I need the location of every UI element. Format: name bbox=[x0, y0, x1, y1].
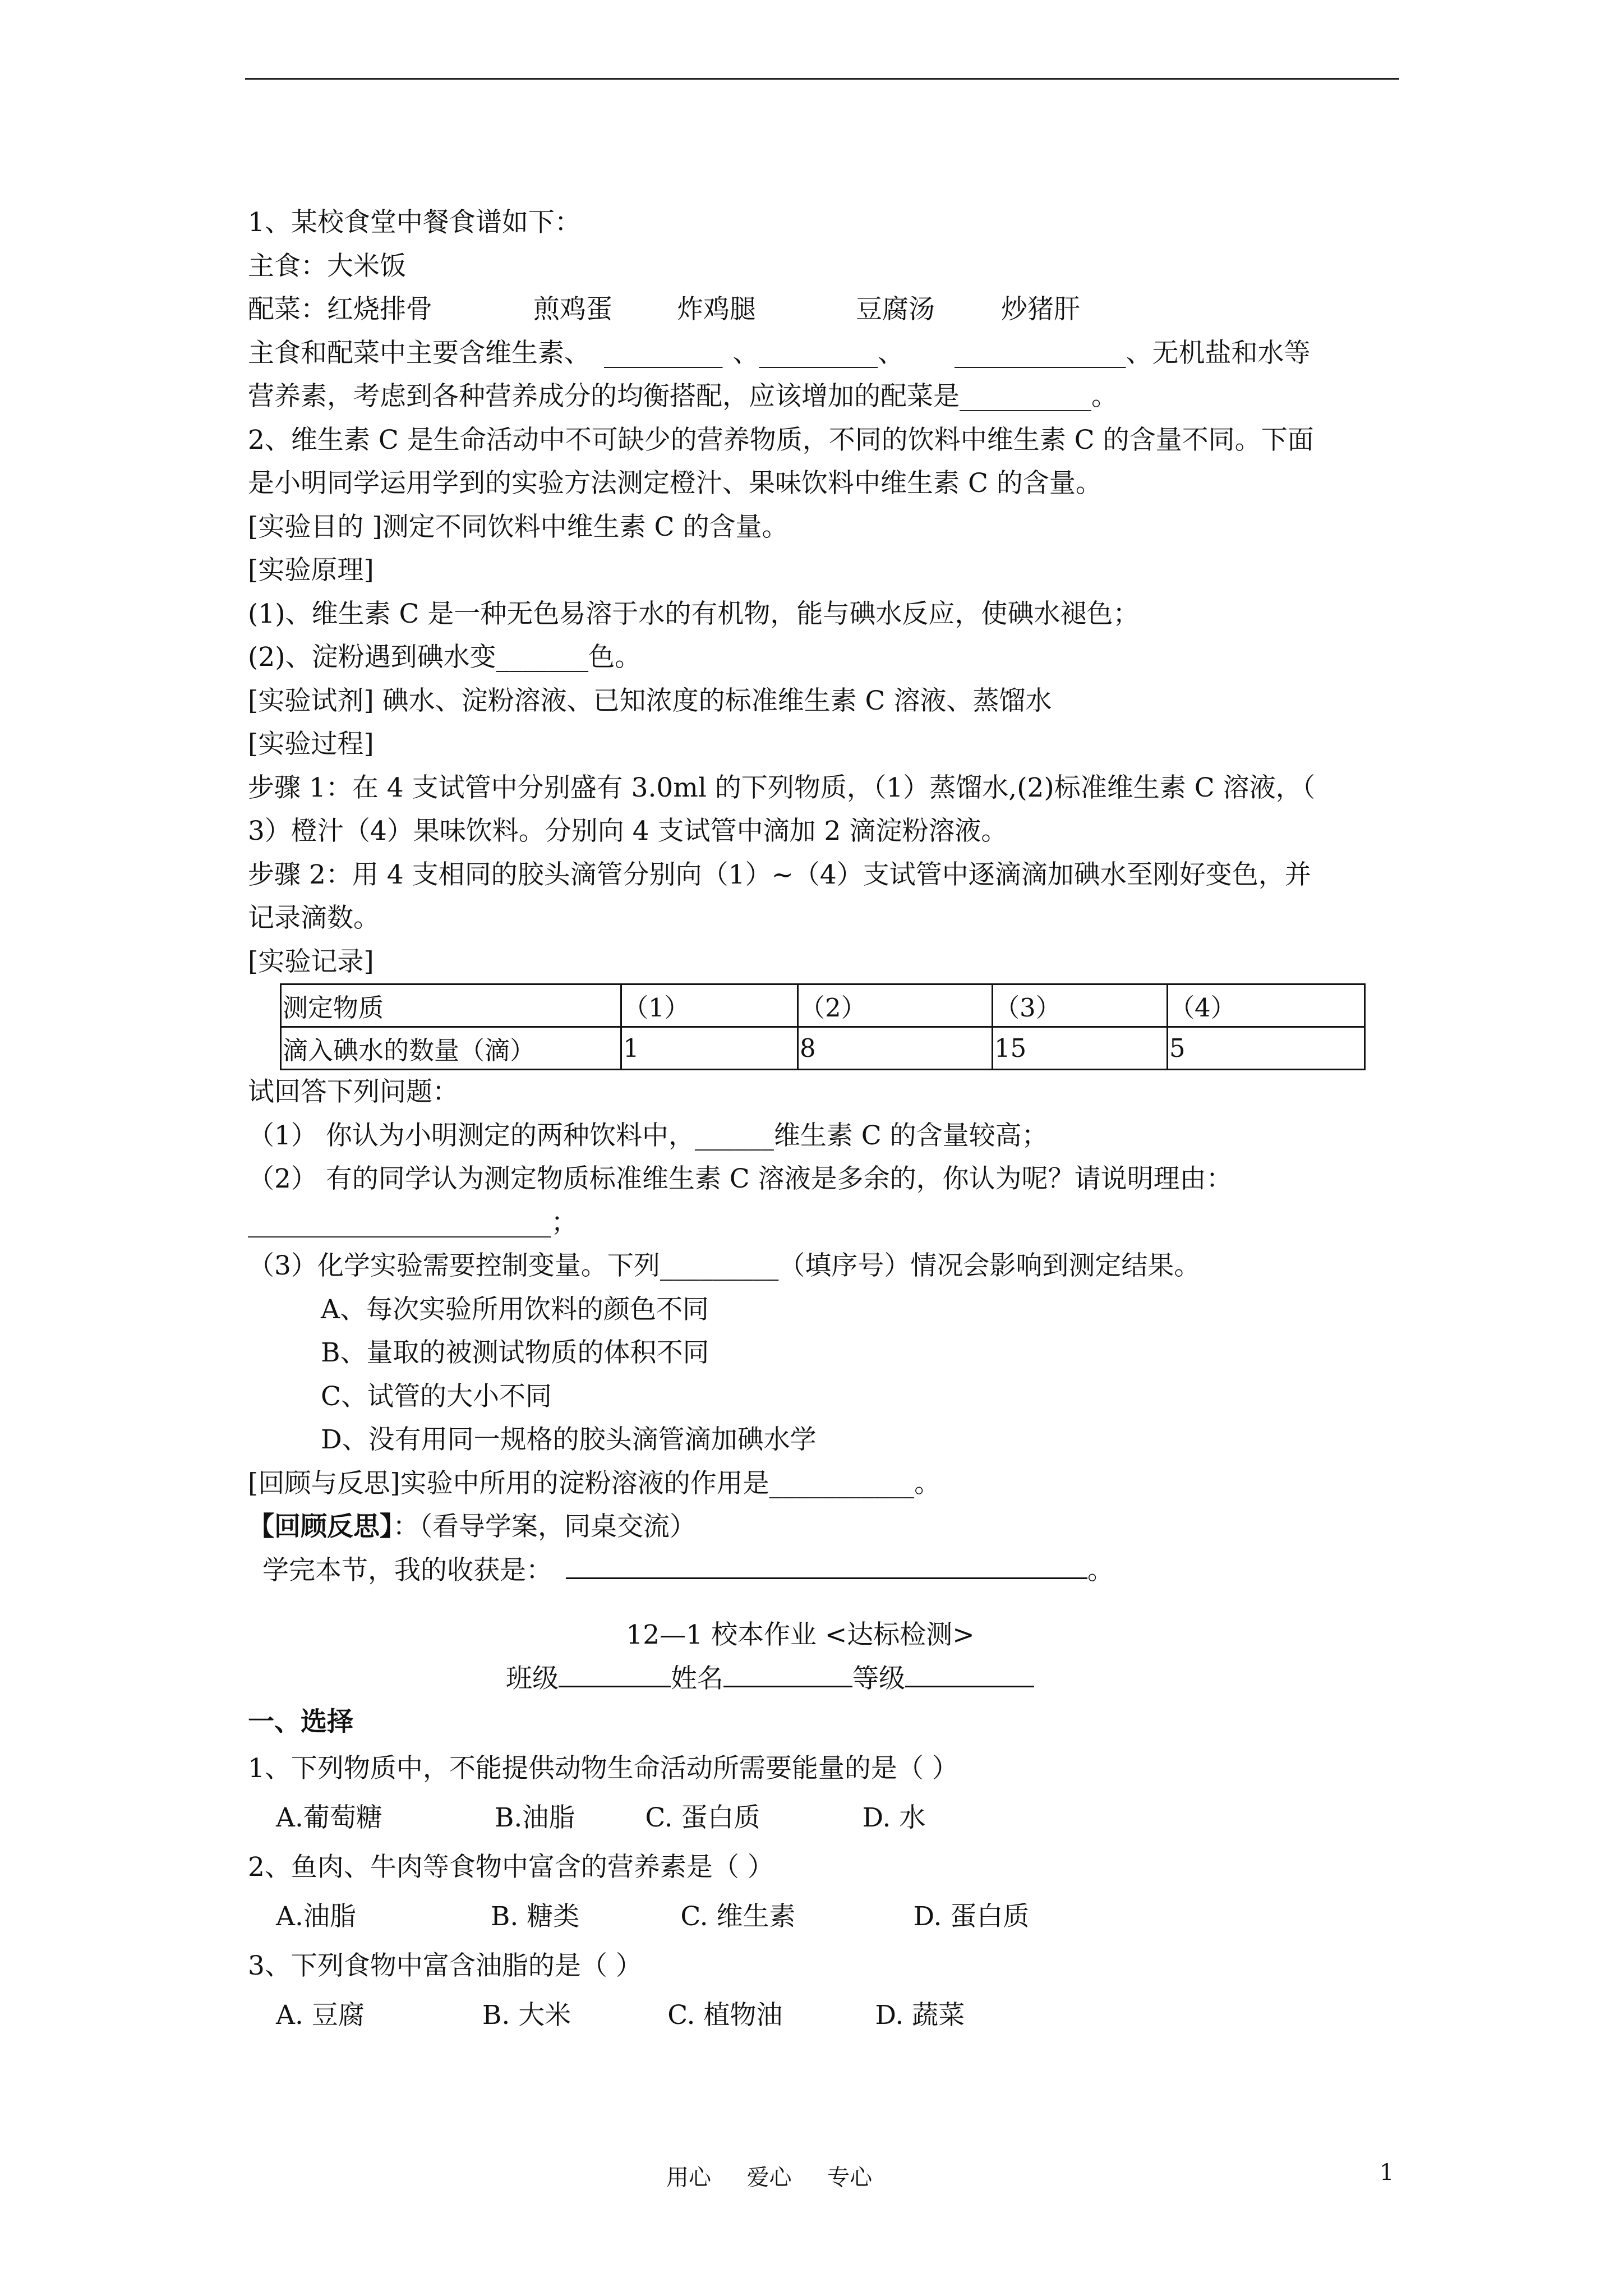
q1-line2: 主食：大米饭 bbox=[248, 250, 406, 282]
hw-q1-options bbox=[248, 1793, 1409, 1843]
q2-reagents: [实验试剂] 碘水、淀粉溶液、已知浓度的标准维生素 C 溶液、蒸馏水 bbox=[248, 685, 1052, 716]
table-cell: 滴入碘水的数量（滴） bbox=[281, 1027, 621, 1070]
q1-sep-2: 、 bbox=[878, 337, 904, 369]
grade-label: 等级 bbox=[852, 1663, 905, 1694]
homework-info-line bbox=[248, 1657, 1409, 1701]
hw-q3-opt-c: C. 植物油 bbox=[667, 1999, 783, 2031]
hw-q2-opt-a: A.油脂 bbox=[276, 1901, 356, 1932]
table-cell: （4） bbox=[1168, 984, 1365, 1027]
review-title: 【回顾反思】 bbox=[248, 1511, 393, 1542]
hw-q3-opt-d: D. 蔬菜 bbox=[875, 1999, 965, 2031]
q1-blank-4[interactable]: __________ bbox=[960, 381, 1091, 412]
q2-reflect: [回顾与反思]实验中所用的淀粉溶液的作用是___________。 bbox=[248, 1467, 941, 1499]
q2-option-b: B、量取的被测试物质的体积不同 bbox=[321, 1337, 709, 1368]
q2-option-a: A、每次实验所用饮料的颜色不同 bbox=[321, 1294, 709, 1325]
q1-line5-end: 。 bbox=[1091, 381, 1118, 412]
q2-purpose: [实验目的 ]测定不同饮料中维生素 C 的含量。 bbox=[248, 511, 789, 542]
hw-q2-opt-d: D. 蛋白质 bbox=[913, 1901, 1030, 1932]
q1-dish-3: 豆腐汤 bbox=[856, 294, 935, 325]
class-blank[interactable] bbox=[559, 1658, 671, 1687]
q1-line1: 1、某校食堂中餐食谱如下： bbox=[248, 207, 581, 238]
table-row bbox=[281, 984, 1365, 1027]
hw-q3-opt-a: A. 豆腐 bbox=[276, 1999, 365, 2031]
experiment-record-table bbox=[280, 983, 1366, 1070]
q2-ask: 试回答下列问题： bbox=[248, 1076, 459, 1107]
hw-q1-opt-a: A.葡萄糖 bbox=[276, 1802, 382, 1833]
review-gain-label: 学完本节，我的收获是： bbox=[262, 1554, 552, 1586]
q2-answer-2-blank[interactable]: _______________________； bbox=[248, 1207, 578, 1238]
q2-intro-2: 是小明同学运用学到的实验方法测定橙汁、果味饮料中维生素 C 的含量。 bbox=[248, 468, 1102, 499]
q2-process: [实验过程] bbox=[248, 729, 374, 760]
review-gain-end: 。 bbox=[1087, 1554, 1114, 1586]
header-rule bbox=[245, 78, 1399, 80]
q2-principle: [实验原理] bbox=[248, 555, 374, 586]
hw-question-3: 3、下列食物中富含油脂的是（ ） bbox=[248, 1950, 642, 1981]
hw-q1-opt-b: B.油脂 bbox=[494, 1802, 575, 1833]
q2-record: [实验记录] bbox=[248, 946, 374, 977]
name-label: 姓名 bbox=[671, 1663, 723, 1694]
name-blank[interactable] bbox=[723, 1658, 852, 1687]
section-title: 一、选择 bbox=[248, 1706, 353, 1737]
grade-blank[interactable] bbox=[905, 1658, 1034, 1687]
review-gain-line bbox=[248, 1549, 1409, 1593]
q2-option-c: C、试管的大小不同 bbox=[321, 1381, 552, 1412]
q2-answer-3: （3）化学实验需要控制变量。下列_________（填序号）情况会影响到测定结果。 bbox=[248, 1250, 1201, 1281]
q2-option-d: D、没有用同一规格的胶头滴管滴加碘水学 bbox=[321, 1424, 817, 1455]
q1-blank-3[interactable]: _____________ bbox=[955, 337, 1126, 369]
page-number: 1 bbox=[1380, 2160, 1394, 2185]
q1-dishes-line bbox=[248, 288, 1409, 332]
table-cell: 8 bbox=[798, 1027, 993, 1070]
q1-line4 bbox=[248, 332, 1409, 375]
q1-line4-text: 主食和配菜中主要含维生素、 bbox=[248, 337, 591, 369]
q2-step1-a: 步骤 1：在 4 支试管中分别盛有 3.0ml 的下列物质，（1）蒸馏水,(2)标准维生素 C 溶液，（ bbox=[248, 772, 1316, 803]
q2-step1-b: 3）橙汁（4）果味饮料。分别向 4 支试管中滴加 2 滴淀粉溶液。 bbox=[248, 816, 1008, 846]
table-cell: 1 bbox=[621, 1027, 798, 1070]
q2-step2-a: 步骤 2：用 4 支相同的胶头滴管分别向（1）~（4）支试管中逐滴滴加碘水至刚好变色，并 bbox=[248, 859, 1311, 890]
q2-answer-1: （1） 你认为小明测定的两种饮料中，______维生素 C 的含量较高； bbox=[248, 1120, 1048, 1151]
table-cell: 15 bbox=[993, 1027, 1168, 1070]
hw-q1-opt-c: C. 蛋白质 bbox=[645, 1802, 760, 1833]
q2-principle-2: (2)、淀粉遇到碘水变_______色。 bbox=[248, 642, 642, 673]
q1-blank-2[interactable]: _________ bbox=[759, 337, 878, 369]
table-cell: （1） bbox=[621, 984, 798, 1027]
hw-question-1: 1、下列物质中，不能提供动物生命活动所需要能量的是（ ） bbox=[248, 1752, 958, 1784]
q1-line4-end: 、无机盐和水等 bbox=[1126, 337, 1311, 369]
q1-dish-2: 炸鸡腿 bbox=[677, 294, 756, 325]
table-row bbox=[281, 1027, 1365, 1070]
hw-q2-opt-b: B. 糖类 bbox=[490, 1901, 580, 1932]
table-cell: （3） bbox=[993, 984, 1168, 1027]
hw-q2-opt-c: C. 维生素 bbox=[680, 1901, 796, 1932]
review-note: ：（看导学案，同桌交流） bbox=[393, 1511, 696, 1542]
footer-motto: 用心 爱心 专心 bbox=[666, 2165, 873, 2191]
hw-q3-options bbox=[248, 1991, 1409, 2040]
q1-blank-1[interactable]: _________ bbox=[604, 337, 723, 369]
q1-line5-text: 营养素，考虑到各种营养成分的均衡搭配，应该增加的配菜是 bbox=[248, 381, 960, 412]
q1-dish-label: 配菜：红烧排骨 bbox=[248, 294, 432, 325]
review-gain-blank[interactable] bbox=[566, 1549, 1087, 1579]
q1-dish-1: 煎鸡蛋 bbox=[533, 294, 612, 325]
q1-sep-1: 、 bbox=[732, 337, 759, 369]
q2-step2-b: 记录滴数。 bbox=[248, 903, 380, 933]
table-cell: 测定物质 bbox=[281, 984, 621, 1027]
q1-dish-4: 炒猪肝 bbox=[1001, 294, 1080, 325]
q1-line5 bbox=[248, 375, 1409, 418]
q2-answer-2: （2） 有的同学认为测定物质标准维生素 C 溶液是多余的，你认为呢？请说明理由： bbox=[248, 1163, 1233, 1194]
table-cell: （2） bbox=[798, 984, 993, 1027]
document-body bbox=[248, 201, 1409, 2040]
class-label: 班级 bbox=[506, 1663, 559, 1694]
homework-title: 12—1 校本作业 <达标检测> bbox=[626, 1619, 975, 1650]
q2-principle-1: (1)、维生素 C 是一种无色易溶于水的有机物，能与碘水反应，使碘水褪色； bbox=[248, 598, 1140, 629]
review-line bbox=[248, 1505, 1409, 1549]
q2-intro-1: 2、维生素 C 是生命活动中不可缺少的营养物质，不同的饮料中维生素 C 的含量不同。下面 bbox=[248, 424, 1314, 455]
hw-q3-opt-b: B. 大米 bbox=[482, 1999, 571, 2031]
hw-q1-opt-d: D. 水 bbox=[862, 1802, 926, 1833]
hw-question-2: 2、鱼肉、牛肉等食物中富含的营养素是（ ） bbox=[248, 1851, 774, 1883]
table-cell: 5 bbox=[1168, 1027, 1365, 1070]
hw-q2-options bbox=[248, 1892, 1409, 1941]
